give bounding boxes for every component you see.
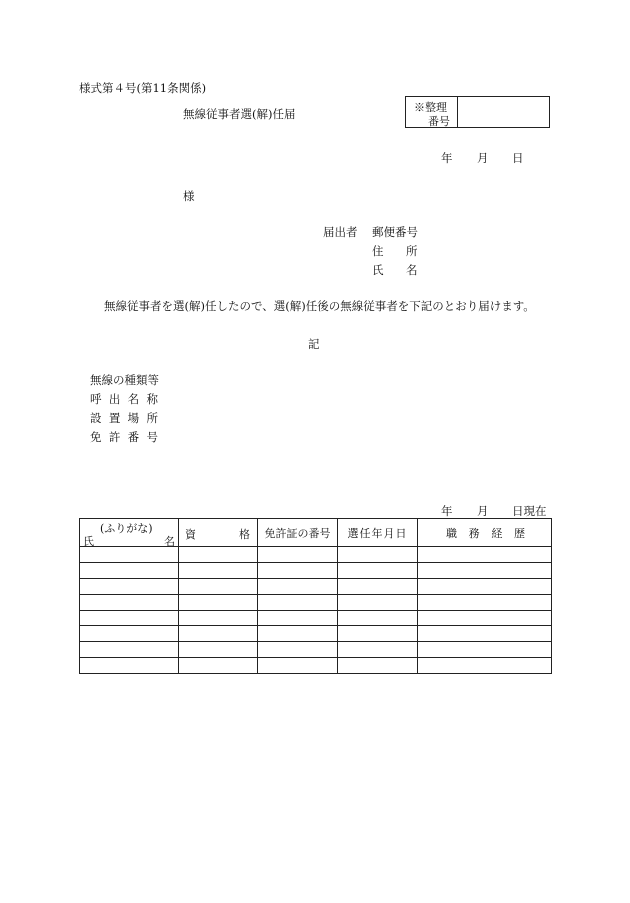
- addressee-sama: 様: [183, 189, 195, 203]
- table-row: [80, 547, 552, 563]
- table-cell[interactable]: [418, 547, 552, 563]
- license-number-char: 番: [127, 430, 140, 444]
- table-cell[interactable]: [80, 562, 179, 578]
- table-cell[interactable]: [338, 562, 418, 578]
- table-cell[interactable]: [80, 578, 179, 594]
- address-label-2: 所: [406, 244, 418, 258]
- table-cell[interactable]: [179, 642, 258, 658]
- table-cell[interactable]: [338, 594, 418, 610]
- radio-type-label: 無線の種類等: [90, 373, 159, 387]
- table-cell[interactable]: [258, 578, 338, 594]
- table-cell[interactable]: [418, 610, 552, 626]
- table-cell[interactable]: [338, 658, 418, 674]
- header-appoint-text: 選任年月日: [347, 526, 408, 540]
- table-cell[interactable]: [258, 658, 338, 674]
- table-cell[interactable]: [418, 578, 552, 594]
- asof-day: 日現在: [512, 504, 547, 518]
- table-cell[interactable]: [179, 610, 258, 626]
- call-sign-char: 名: [127, 392, 140, 406]
- body-text: 無線従事者を選(解)任したので、選(解)任後の無線従事者を下記のとおり届けます。: [104, 299, 535, 313]
- header-career-char: 職: [446, 526, 457, 540]
- call-sign-char: 出: [108, 392, 121, 406]
- table-cell[interactable]: [258, 562, 338, 578]
- date-day: 日: [512, 151, 524, 165]
- table-cell[interactable]: [80, 658, 179, 674]
- installation-place-char: 置: [108, 411, 121, 425]
- submitter-label: 届出者: [323, 225, 358, 239]
- table-cell[interactable]: [338, 578, 418, 594]
- form-title: 無線従事者選(解)任届: [183, 107, 296, 121]
- table-cell[interactable]: [338, 626, 418, 642]
- header-qual-1: 資: [185, 528, 196, 541]
- installation-place-char: 所: [146, 411, 158, 425]
- table-cell[interactable]: [418, 642, 552, 658]
- staff-table: [79, 518, 552, 674]
- table-row: [80, 594, 552, 610]
- table-cell[interactable]: [179, 626, 258, 642]
- table-cell[interactable]: [418, 562, 552, 578]
- table-row: [80, 578, 552, 594]
- table-cell[interactable]: [179, 658, 258, 674]
- table-cell[interactable]: [258, 594, 338, 610]
- asof-month: 月: [477, 504, 489, 518]
- table-cell[interactable]: [179, 562, 258, 578]
- table-cell[interactable]: [338, 610, 418, 626]
- license-number-char: 免: [90, 430, 102, 444]
- table-cell[interactable]: [418, 594, 552, 610]
- table-row: [80, 610, 552, 626]
- call-sign-char: 呼: [90, 392, 102, 406]
- table-cell[interactable]: [80, 594, 179, 610]
- table-row: [80, 626, 552, 642]
- table-cell[interactable]: [338, 547, 418, 563]
- ki-heading: 記: [308, 337, 320, 351]
- header-career-char: 務: [468, 526, 480, 540]
- license-number-char: 許: [108, 430, 121, 444]
- header-qual-2: 格: [239, 528, 250, 541]
- table-header-row: [80, 519, 552, 547]
- asof-year: 年: [441, 504, 453, 518]
- header-appointment-date: [338, 519, 418, 547]
- table-row: [80, 658, 552, 674]
- license-number-char: 号: [146, 430, 158, 444]
- header-career: [418, 519, 552, 547]
- header-career-char: 歴: [513, 526, 525, 540]
- address-label-1: 住: [372, 244, 384, 258]
- table-cell[interactable]: [80, 642, 179, 658]
- table-cell[interactable]: [80, 610, 179, 626]
- ref-label-line1: ※整理: [414, 101, 447, 114]
- table-cell[interactable]: [258, 626, 338, 642]
- date-month: 月: [477, 151, 489, 165]
- header-furigana: (ふりがな): [100, 522, 153, 535]
- call-sign-label: [90, 391, 158, 407]
- header-name: [80, 519, 179, 547]
- table-cell[interactable]: [179, 547, 258, 563]
- date-year: 年: [441, 151, 453, 165]
- table-row: [80, 642, 552, 658]
- license-number-label: [90, 429, 158, 445]
- form-number: 様式第４号(第11条関係): [79, 81, 207, 95]
- table-row: [80, 562, 552, 578]
- reference-number-label: [406, 97, 458, 127]
- ref-label-line2: 番号: [428, 115, 450, 128]
- table-cell[interactable]: [258, 547, 338, 563]
- table-cell[interactable]: [179, 594, 258, 610]
- header-qualification: [179, 519, 258, 547]
- postal-code-label: 郵便番号: [372, 225, 418, 239]
- installation-place-char: 設: [90, 411, 102, 425]
- installation-place-label: [90, 410, 158, 426]
- header-name-2: 名: [164, 535, 175, 548]
- table-cell[interactable]: [179, 578, 258, 594]
- table-cell[interactable]: [258, 642, 338, 658]
- call-sign-char: 称: [146, 392, 158, 406]
- reference-number-box: [405, 96, 550, 128]
- table-cell[interactable]: [80, 626, 179, 642]
- name-label-2: 名: [406, 263, 418, 277]
- header-license-number: [258, 519, 338, 547]
- table-cell[interactable]: [258, 610, 338, 626]
- table-cell[interactable]: [418, 626, 552, 642]
- header-name-1: 氏: [83, 535, 94, 548]
- name-label-1: 氏: [372, 263, 384, 277]
- table-cell[interactable]: [338, 642, 418, 658]
- table-cell[interactable]: [418, 658, 552, 674]
- installation-place-char: 場: [127, 411, 140, 425]
- header-license-text: 免許証の番号: [264, 526, 331, 540]
- header-career-char: 経: [491, 526, 503, 540]
